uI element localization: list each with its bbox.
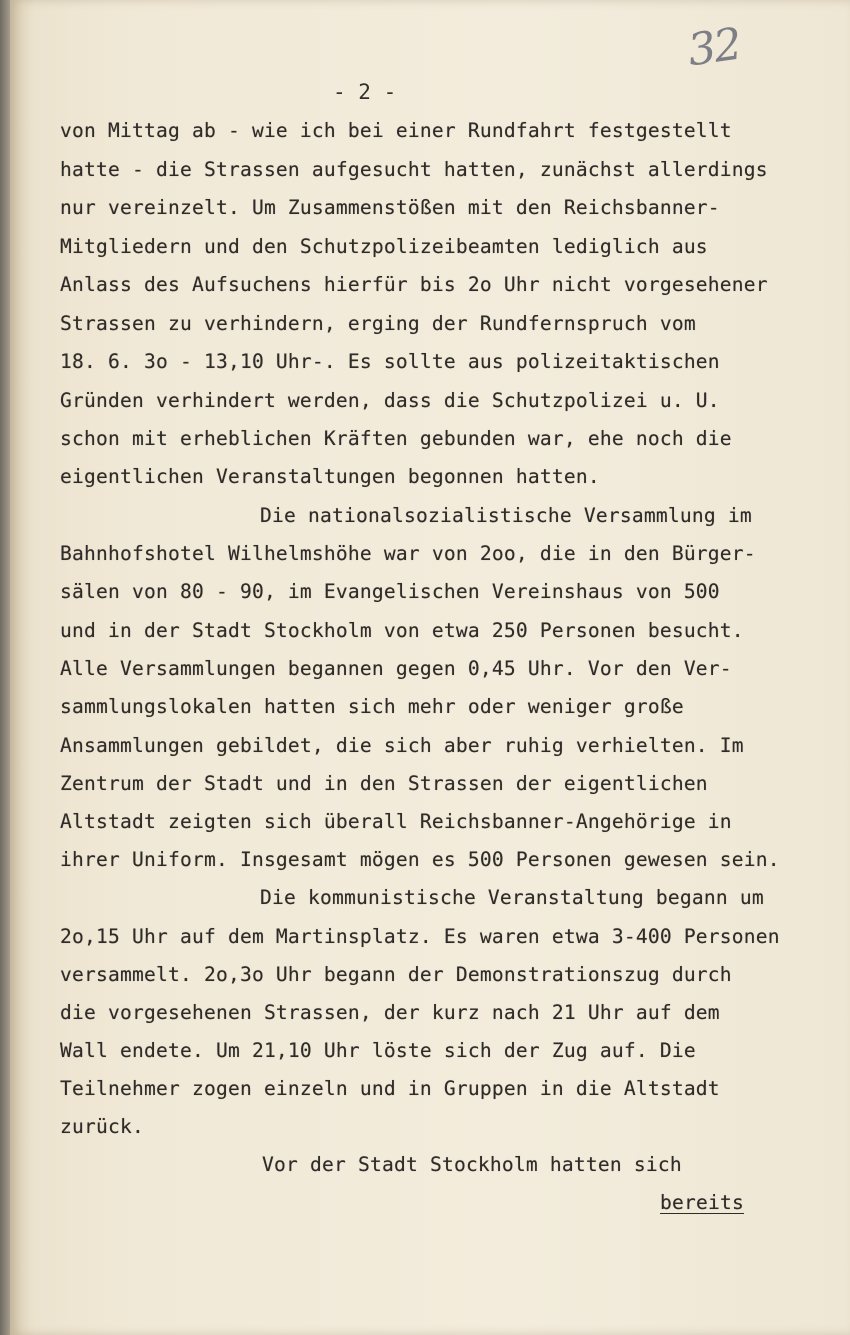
text-line: schon mit erheblichen Kräften gebunden war, ehe noch die [60,427,732,450]
text-line: sälen von 80 - 90, im Evangelischen Vereinshaus von 500 [60,580,720,603]
text-line: Gründen verhindert werden, dass die Schutzpolizei u. U. [60,389,720,412]
text-line: versammelt. 2o,3o Uhr begann der Demonstrationszug durch [60,963,732,986]
text-line: Mitgliedern und den Schutzpolizeibeamten lediglich aus [60,235,708,258]
text-line: und in der Stadt Stockholm von etwa 250 Personen besucht. [60,619,744,642]
text-line: Strassen zu verhindern, erging der Rundfernspruch vom [60,312,696,335]
text-line: 2o,15 Uhr auf dem Martinsplatz. Es waren etwa 3-400 Personen [60,925,780,948]
text-line: Vor der Stadt Stockholm hatten sich [262,1153,682,1176]
text-line: die vorgesehenen Strassen, der kurz nach 21 Uhr auf dem [60,1001,720,1024]
handwritten-folio-number: 32 [684,18,744,77]
text-line: nur vereinzelt. Um Zusammenstößen mit den Reichsbanner- [60,196,720,219]
text-line: hatte - die Strassen aufgesucht hatten, zunächst allerdings [60,158,768,181]
text-line: zurück. [60,1115,144,1138]
text-line: Teilnehmer zogen einzeln und in Gruppen in die Altstadt [60,1077,720,1100]
text-line: Wall endete. Um 21,10 Uhr löste sich der Zug auf. Die [60,1039,696,1062]
text-line: 18. 6. 3o - 13,10 Uhr-. Es sollte aus polizeitaktischen [60,350,720,373]
text-line: von Mittag ab - wie ich bei einer Rundfahrt festgestellt [60,119,732,142]
text-line: Ansammlungen gebildet, die sich aber ruhig verhielten. Im [60,734,744,757]
text-line: eigentlichen Veranstaltungen begonnen hatten. [60,465,600,488]
text-line: Alle Versammlungen begannen gegen 0,45 Uhr. Vor den Ver- [60,657,732,680]
text-line: Die nationalsozialistische Versammlung im [260,504,752,527]
text-line: Anlass des Aufsuchens hierfür bis 2o Uhr nicht vorgesehener [60,273,768,296]
text-line: Bahnhofshotel Wilhelmshöhe war von 2oo, die in den Bürger- [60,542,756,565]
text-line: Altstadt zeigten sich überall Reichsbanner-Angehörige in [60,810,732,833]
text-line: Die kommunistische Veranstaltung begann um [260,886,764,909]
catchword: bereits [660,1191,744,1214]
text-line: Zentrum der Stadt und in den Strassen der eigentlichen [60,772,708,795]
text-line: ihrer Uniform. Insgesamt mögen es 500 Personen gewesen sein. [60,848,780,871]
page-number: - 2 - [333,80,397,104]
text-line: sammlungslokalen hatten sich mehr oder weniger große [60,695,684,718]
